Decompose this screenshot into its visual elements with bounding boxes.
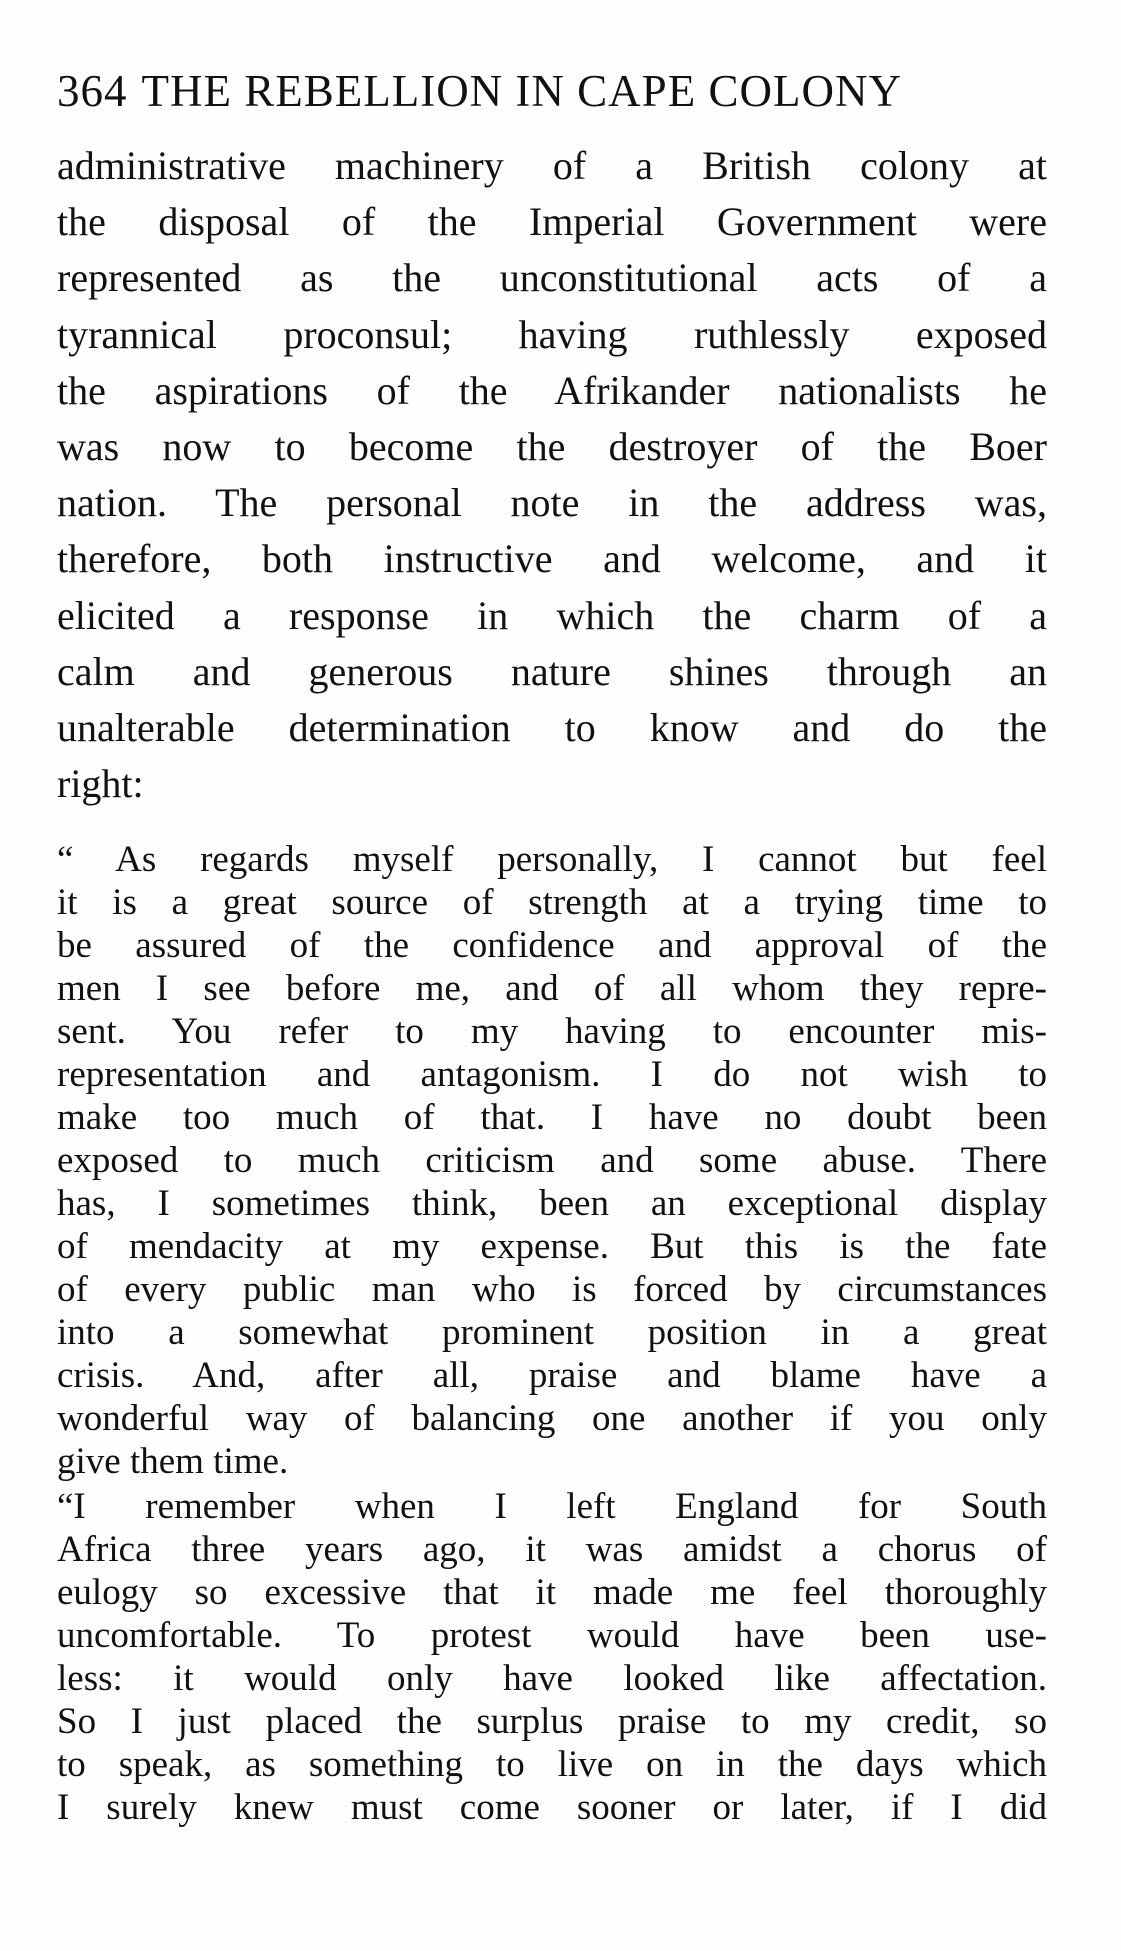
quote-line: has, I sometimes think, been an exceptional display: [57, 1183, 1047, 1224]
quote-line: So I just placed the surplus praise to my credit, so: [57, 1701, 1047, 1742]
quote-line: representation and antagonism. I do not wish to: [57, 1054, 1047, 1095]
quote-line: less: it would only have looked like affectation.: [57, 1658, 1047, 1699]
quote-line: wonderful way of balancing one another if you only: [57, 1398, 1047, 1439]
quotation-block: [57, 838, 1047, 1829]
quote-line: crisis. And, after all, praise and blame have a: [57, 1355, 1047, 1396]
quote-line: give them time.: [57, 1441, 289, 1482]
quote-line: be assured of the confidence and approval of the: [57, 925, 1047, 966]
text-line: the disposal of the Imperial Government were: [57, 199, 1047, 245]
quote-line: make too much of that. I have no doubt been: [57, 1097, 1047, 1138]
quotation-paragraph-1: [57, 838, 1047, 1483]
quote-line: sent. You refer to my having to encounter mis-: [57, 1011, 1047, 1052]
quote-line: of mendacity at my expense. But this is the fate: [57, 1226, 1047, 1267]
quote-line: to speak, as something to live on in the days which: [57, 1744, 1047, 1785]
quotation-paragraph-2: [57, 1485, 1047, 1829]
text-line: elicited a response in which the charm of a: [57, 592, 1047, 638]
main-paragraph: [57, 138, 1047, 812]
text-line: administrative machinery of a British colony at: [57, 143, 1047, 188]
running-title: THE REBELLION IN CAPE COLONY: [141, 66, 902, 116]
text-line: the aspirations of the Afrikander nationalists he: [57, 367, 1047, 413]
text-line: was now to become the destroyer of the Boer: [57, 423, 1047, 469]
running-header: [57, 66, 1047, 116]
text-line: therefore, both instructive and welcome, and it: [57, 536, 1047, 582]
quote-line: of every public man who is forced by circumstances: [57, 1269, 1047, 1310]
quote-line: eulogy so excessive that it made me feel thoroughly: [57, 1572, 1047, 1613]
quote-line: it is a great source of strength at a trying time to: [57, 882, 1047, 923]
quote-line: into a somewhat prominent position in a great: [57, 1312, 1047, 1353]
quote-line: exposed to much criticism and some abuse. There: [57, 1140, 1047, 1181]
quote-line: men I see before me, and of all whom they repre-: [57, 968, 1047, 1009]
text-line: calm and generous nature shines through an: [57, 648, 1047, 694]
text-line: nation. The personal note in the address was,: [57, 480, 1047, 526]
page-number: 364: [57, 66, 128, 116]
quote-line: “I remember when I left England for South: [57, 1486, 1047, 1527]
text-line: unalterable determination to know and do the: [57, 704, 1047, 750]
text-line: tyrannical proconsul; having ruthlessly exposed: [57, 311, 1047, 357]
quote-line: “ As regards myself personally, I cannot but feel: [57, 839, 1047, 880]
quote-line: Africa three years ago, it was amidst a chorus of: [57, 1529, 1047, 1570]
quote-line: uncomfortable. To protest would have been use-: [57, 1615, 1047, 1656]
text-line: represented as the unconstitutional acts of a: [57, 255, 1047, 301]
quote-line: I surely knew must come sooner or later, if I did: [57, 1787, 1047, 1828]
text-line: right:: [57, 761, 144, 807]
